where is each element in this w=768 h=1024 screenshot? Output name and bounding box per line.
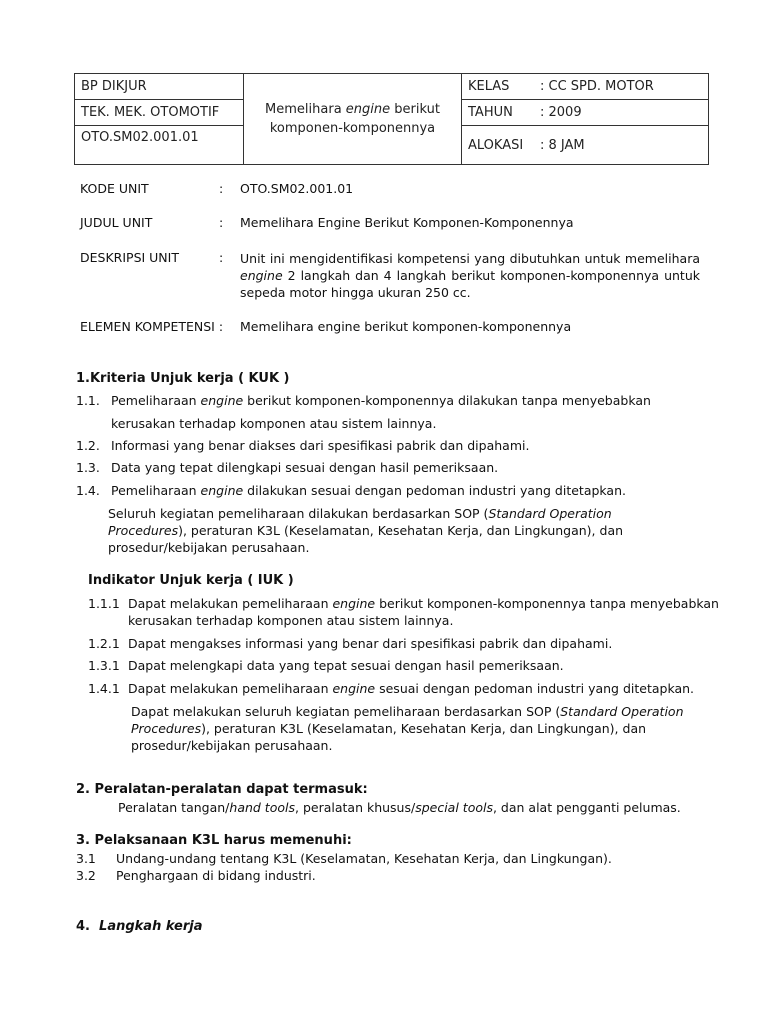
kuk-item-text: Data yang tepat dilengkapi sesuai dengan hasil pemeriksaan. — [111, 460, 499, 475]
header-table — [74, 73, 709, 165]
iuk-item-num: 1.4.1 — [88, 681, 120, 696]
section-4-heading: 4. Langkah kerja — [76, 919, 203, 934]
section-3-item-text: Undang-undang tentang K3L (Keselamatan, Kesehatan Kerja, dan Lingkungan). — [116, 851, 612, 866]
elemen-kompetensi-value: Memelihara engine berikut komponen-komponennya — [240, 319, 572, 334]
header-institution: BP DIKJUR — [75, 74, 244, 100]
deskripsi-unit-value: Unit ini mengidentifikasi kompetensi yang dibutuhkan untuk memelihara engine 2 langkah dan 4 langkah berikut komponen-komponennya untuk sepeda motor hingga ukuran 250 cc. — [240, 251, 700, 300]
kuk-item-text: Pemeliharaan engine dilakukan sesuai dengan pedoman industri yang ditetapkan. — [111, 483, 626, 498]
kuk-heading: 1.Kriteria Unjuk kerja ( KUK ) — [76, 371, 290, 386]
kuk-note: Seluruh kegiatan pemeliharaan dilakukan berdasarkan SOP (Standard Operation Procedures), peraturan K3L (Keselamatan, Kesehatan Kerja, dan Lingkungan), dan prosedur/kebijakan perusahaan. — [108, 506, 624, 555]
header-tahun: TAHUN : 2009 — [462, 100, 709, 126]
header-alokasi: ALOKASI : 8 JAM — [462, 126, 709, 165]
kode-unit-colon: : — [219, 181, 224, 196]
iuk-note: Dapat melakukan seluruh kegiatan pemeliharaan berdasarkan SOP (Standard Operation Procedures), peraturan K3L (Keselamatan, Kesehatan Kerja, dan Lingkungan), dan prosedur/kebijakan perusahaan. — [131, 704, 684, 753]
judul-unit-label: JUDUL UNIT — [80, 215, 153, 230]
kuk-item-text: Pemeliharaan engine berikut komponen-komponennya dilakukan tanpa menyebabkan — [111, 393, 651, 408]
iuk-item-text: Dapat mengakses informasi yang benar dari spesifikasi pabrik dan dipahami. — [128, 636, 613, 651]
kuk-item-num: 1.1. — [76, 393, 100, 408]
header-title: Memelihara engine berikut komponen-komponennya — [244, 74, 462, 165]
iuk-heading: Indikator Unjuk kerja ( IUK ) — [88, 573, 294, 588]
deskripsi-unit-label: DESKRIPSI UNIT — [80, 250, 179, 265]
iuk-item-num: 1.2.1 — [88, 636, 120, 651]
section-3-item-num: 3.2 — [76, 868, 96, 883]
section-3-item-text: Penghargaan di bidang industri. — [116, 868, 316, 883]
kuk-item-num: 1.2. — [76, 438, 100, 453]
section-2-heading: 2. Peralatan-peralatan dapat termasuk: — [76, 782, 368, 797]
kuk-item-continuation: kerusakan terhadap komponen atau sistem lainnya. — [111, 416, 437, 431]
kuk-item-text: Informasi yang benar diakses dari spesifikasi pabrik dan dipahami. — [111, 438, 530, 453]
kuk-item-num: 1.3. — [76, 460, 100, 475]
kode-unit-value: OTO.SM02.001.01 — [240, 181, 354, 196]
kuk-item-num: 1.4. — [76, 483, 100, 498]
section-2-body: Peralatan tangan/hand tools, peralatan khusus/special tools, dan alat pengganti pelumas. — [118, 800, 681, 815]
judul-unit-colon: : — [219, 215, 224, 230]
iuk-item-text: Dapat melakukan pemeliharaan engine berikut komponen-komponennya tanpa menyebabkan — [128, 596, 719, 611]
iuk-item-num: 1.1.1 — [88, 596, 120, 611]
elemen-kompetensi-label: ELEMEN KOMPETENSI : — [80, 319, 224, 334]
section-3-heading: 3. Pelaksanaan K3L harus memenuhi: — [76, 833, 352, 848]
header-code: OTO.SM02.001.01 — [75, 126, 244, 165]
kode-unit-label: KODE UNIT — [80, 181, 149, 196]
iuk-item-text: Dapat melakukan pemeliharaan engine sesuai dengan pedoman industri yang ditetapkan. — [128, 681, 695, 696]
judul-unit-value: Memelihara Engine Berikut Komponen-Komponennya — [240, 215, 574, 230]
iuk-item-continuation: kerusakan terhadap komponen atau sistem lainnya. — [128, 613, 454, 628]
deskripsi-unit-colon: : — [219, 250, 224, 265]
section-3-item-num: 3.1 — [76, 851, 96, 866]
iuk-item-num: 1.3.1 — [88, 658, 120, 673]
iuk-item-text: Dapat melengkapi data yang tepat sesuai dengan hasil pemeriksaan. — [128, 658, 564, 673]
header-kelas: KELAS : CC SPD. MOTOR — [462, 74, 709, 100]
header-program: TEK. MEK. OTOMOTIF — [75, 100, 244, 126]
